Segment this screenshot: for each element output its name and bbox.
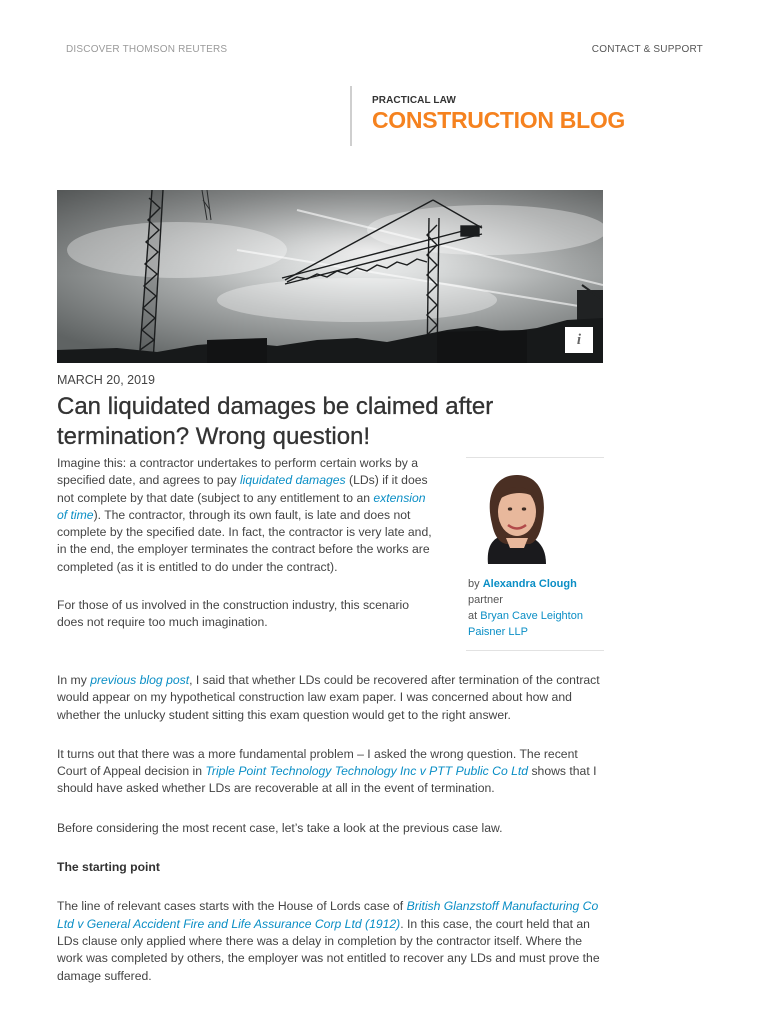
intro-column — [57, 455, 437, 653]
brand-practical-law: PRACTICAL LAW — [372, 95, 456, 106]
author-name-link[interactable]: Alexandra Clough — [482, 578, 577, 590]
post-title: Can liquidated damages be claimed after termination? Wrong question! — [57, 393, 494, 450]
discover-thomson-reuters-link[interactable]: DISCOVER THOMSON REUTERS — [66, 44, 228, 55]
paragraph-4: It turns out that there was a more fundamental problem – I asked the wrong question. The recent Court of Appeal decision in Triple Point Technology Technology Inc v PTT Public Co Ltd shows that I should have asked whether LDs are recoverable at all in the event of termination. — [57, 746, 597, 796]
previous-blog-post-link[interactable]: previous blog post — [90, 673, 190, 687]
info-icon[interactable]: i — [565, 327, 593, 353]
section-heading: The starting point — [57, 860, 160, 875]
extension-of-time-link[interactable]: extension of time — [57, 490, 426, 522]
post-date: MARCH 20, 2019 — [57, 373, 155, 387]
author-meta: by Alexandra Clough partner at Bryan Cave Leighton Paisner LLP — [468, 578, 583, 638]
contact-support-link[interactable]: CONTACT & SUPPORT — [591, 44, 703, 55]
article-body — [57, 672, 605, 1007]
blog-brand[interactable] — [350, 86, 625, 146]
cranes-photo — [57, 190, 603, 363]
triple-point-case-link[interactable]: Triple Point Technology Technology Inc v PTT Public Co Ltd — [205, 764, 529, 779]
author-card — [466, 457, 604, 651]
paragraph-5: Before considering the most recent case, let’s take a look at the previous case law. — [57, 820, 503, 835]
british-glanzstoff-case-link[interactable]: British Glanzstoff Manufacturing Co Ltd v General Accident Fire and Life Assurance Corp Ltd (1912) — [57, 899, 599, 931]
hero-image — [57, 190, 603, 363]
top-nav — [66, 44, 703, 58]
author-firm-link[interactable]: Bryan Cave Leighton Paisner LLP — [468, 610, 583, 638]
liquidated-damages-link[interactable]: liquidated damages — [239, 473, 346, 488]
paragraph-2: For those of us involved in the construction industry, this scenario does not require too much imagination. — [57, 598, 410, 630]
author-role: partner — [468, 594, 503, 606]
paragraph-6: The line of relevant cases starts with the House of Lords case of British Glanzstoff Manufacturing Co Ltd v General Accident Fire and Life Assurance Corp Ltd (1912). In this case, the court held that an LDs clause only applied where there was a delay in completion by the contractor itself. Where the work was completed by others, the employer was not entitled to recover any LDs and must prove the damage suffered. — [57, 899, 600, 983]
paragraph-1: Imagine this: a contractor undertakes to perform certain works by a specified date, and agrees to pay liquidated damages (LDs) if it does not complete by that date (subject to any entitlement to an extension of time). The contractor, through its own fault, is late and does not complete by the specified date. In fact, the contractor is very late and, in the end, the employer terminates the contract before the works are completed (as it is entitled to do under the contract). — [57, 456, 432, 574]
brand-construction-blog: CONSTRUCTION BLOG — [372, 107, 625, 133]
paragraph-3: In my previous blog post, I said that whether LDs could be recovered after termination of the contract would appear on my hypothetical construction law exam paper. I was concerned about how and whether the unlucky student sitting this exam question would get to the right answer. — [57, 673, 600, 722]
author-photo — [466, 472, 562, 564]
